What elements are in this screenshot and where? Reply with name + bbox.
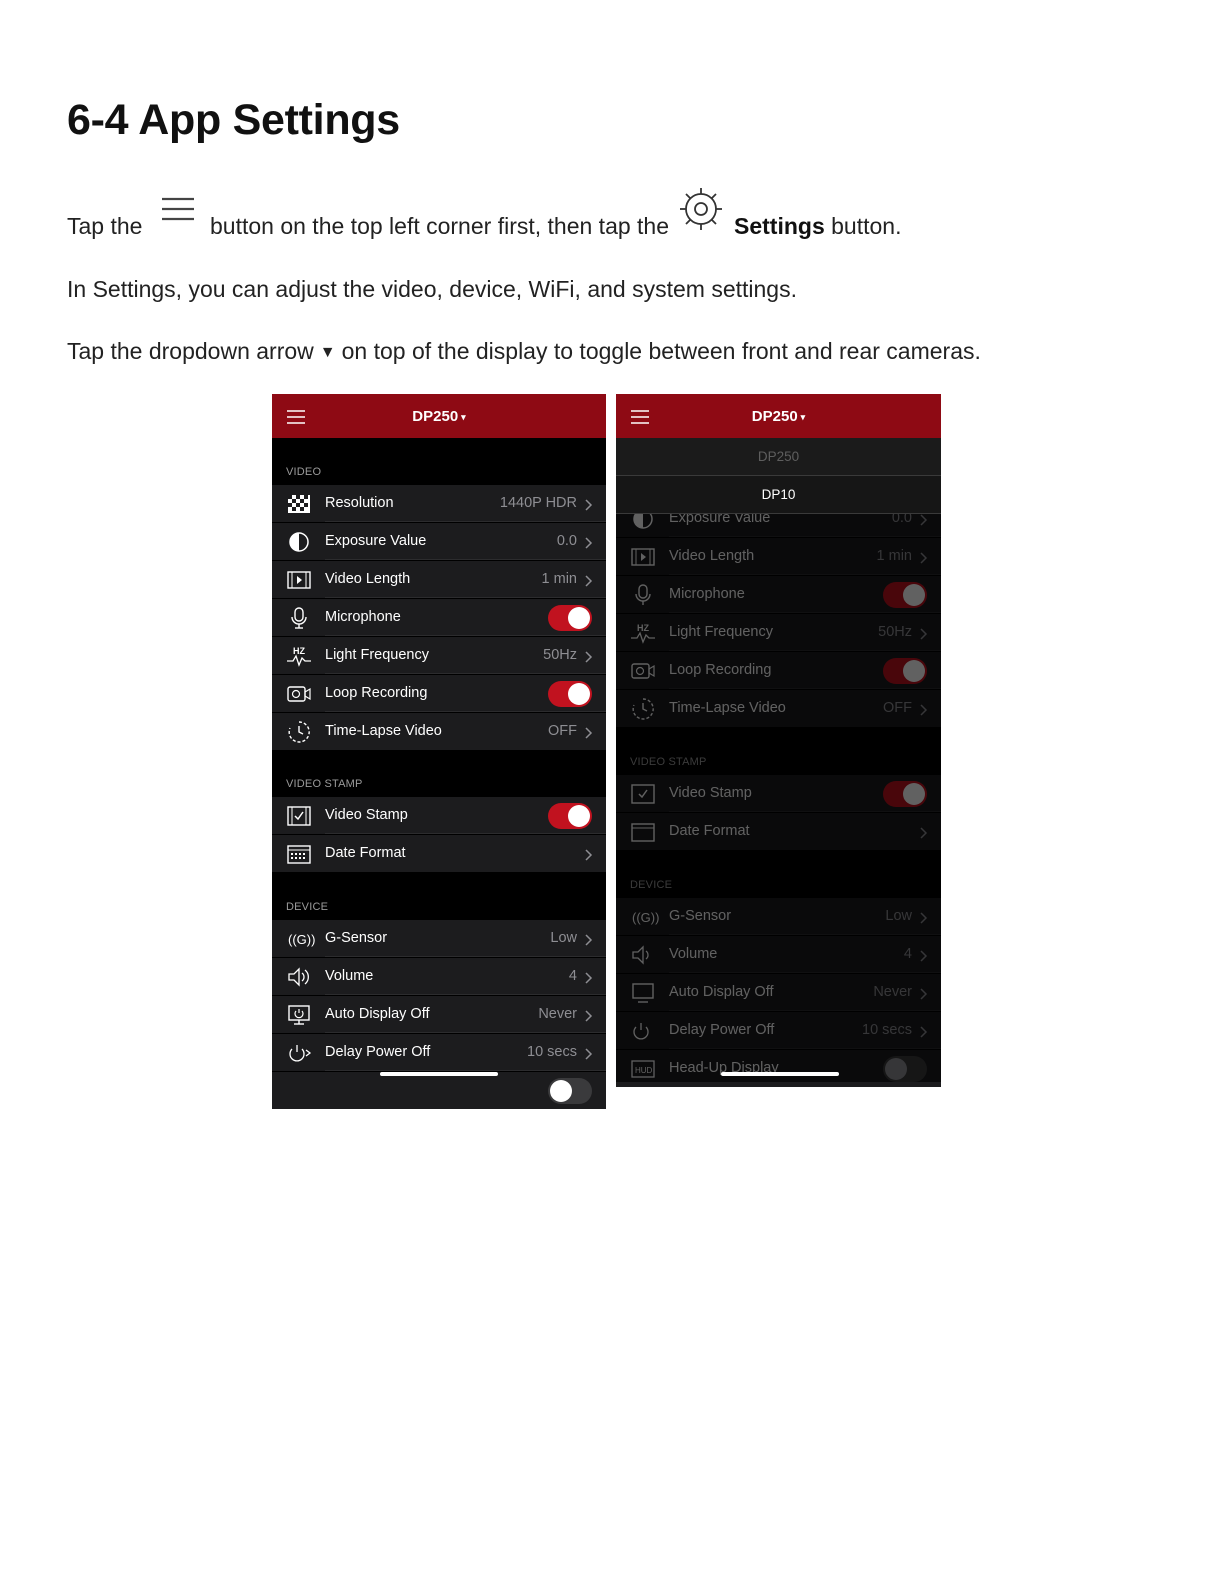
setting-value: 0.0: [556, 533, 577, 549]
settings-screen-dropdown-open: [616, 394, 941, 1082]
section-header-video-stamp: VIDEO STAMP: [286, 778, 363, 790]
loop-recording-toggle[interactable]: [548, 681, 592, 707]
chevron-right-icon: [585, 726, 593, 744]
setting-label: Delay Power Off: [325, 1044, 431, 1060]
caret-down-icon: ▾: [800, 412, 806, 422]
settings-label: Settings: [734, 213, 825, 239]
volume-icon: [286, 965, 312, 989]
setting-row-resolution[interactable]: [272, 485, 606, 522]
setting-row-video-stamp: [272, 797, 606, 834]
camera-selector[interactable]: [272, 408, 606, 425]
loop-recording-icon: [286, 682, 312, 706]
setting-row-light-frequency[interactable]: [272, 637, 606, 674]
setting-value: Never: [538, 1006, 577, 1022]
setting-label: Exposure Value: [325, 533, 427, 549]
setting-row-volume[interactable]: [272, 958, 606, 995]
setting-label: Date Format: [325, 845, 406, 861]
dropdown-option-label: DP250: [757, 449, 800, 464]
exposure-icon: [286, 530, 312, 554]
light-frequency-icon: [286, 644, 312, 668]
svg-text:((G)): ((G)): [288, 932, 316, 947]
setting-row-date-format[interactable]: [272, 835, 606, 872]
time-lapse-icon: [286, 720, 312, 744]
setting-row-time-lapse[interactable]: [272, 713, 606, 750]
dim-overlay[interactable]: [616, 438, 941, 1082]
settings-screen-front: [272, 394, 606, 1082]
video-length-icon: [286, 568, 312, 592]
setting-row-delay-power-off[interactable]: [272, 1034, 606, 1071]
microphone-icon: [286, 606, 312, 630]
video-stamp-icon: [286, 804, 312, 828]
setting-label: Video Length: [325, 571, 411, 587]
settings-gear-icon: [678, 186, 724, 238]
setting-label: Time-Lapse Video: [325, 723, 442, 739]
instruction-text-b: on top of the display to toggle between front and rear cameras.: [341, 338, 981, 364]
video-stamp-toggle[interactable]: [548, 803, 592, 829]
setting-label: Auto Display Off: [325, 1006, 430, 1022]
setting-value: 4: [568, 968, 577, 984]
dropdown-arrow-icon: ▼: [319, 344, 336, 361]
setting-label: Loop Recording: [325, 685, 428, 701]
menu-icon: [160, 196, 196, 230]
setting-label: Light Frequency: [325, 647, 429, 663]
setting-label: Microphone: [325, 609, 401, 625]
setting-value: 10 secs: [527, 1044, 577, 1060]
setting-row-g-sensor[interactable]: [272, 920, 606, 957]
auto-display-off-icon: [286, 1003, 312, 1027]
setting-label: Video Stamp: [325, 807, 408, 823]
instruction-text-c: button.: [831, 213, 902, 239]
chevron-right-icon: [585, 933, 593, 951]
chevron-right-icon: [585, 848, 593, 866]
setting-value: 50Hz: [543, 647, 577, 663]
chevron-right-icon: [585, 1047, 593, 1065]
app-header: [272, 394, 606, 438]
camera-name: DP250: [412, 408, 459, 425]
setting-row-video-length[interactable]: [272, 561, 606, 598]
chevron-right-icon: [585, 1009, 593, 1027]
setting-label: Volume: [325, 968, 374, 984]
home-indicator[interactable]: [721, 1072, 839, 1076]
setting-row-loop-recording: [272, 675, 606, 712]
camera-name: DP250: [751, 408, 798, 425]
home-indicator[interactable]: [380, 1072, 498, 1076]
setting-row-microphone: [272, 599, 606, 636]
chevron-right-icon: [585, 650, 593, 668]
instruction-text-a: Tap the dropdown arrow: [67, 338, 314, 364]
camera-selector[interactable]: [616, 408, 941, 425]
caret-down-icon: ▾: [461, 412, 466, 422]
delay-power-off-icon: [286, 1041, 312, 1065]
chevron-right-icon: [585, 971, 593, 989]
date-format-icon: [286, 842, 312, 866]
partial-toggle[interactable]: [548, 1078, 592, 1104]
setting-value: 1 min: [541, 571, 577, 587]
resolution-icon: [286, 492, 312, 516]
setting-value: OFF: [548, 723, 577, 739]
svg-text:HZ: HZ: [293, 646, 305, 656]
chevron-right-icon: [585, 536, 593, 554]
app-header: [616, 394, 941, 438]
setting-row-auto-display-off[interactable]: [272, 996, 606, 1033]
chevron-right-icon: [585, 498, 593, 516]
setting-row-partial: [272, 1072, 606, 1109]
instruction-paragraph-2: In Settings, you can adjust the video, device, WiFi, and system settings.: [67, 276, 797, 302]
setting-label: Resolution: [325, 495, 394, 511]
instruction-text-b: button on the top left corner first, then tap the: [210, 213, 670, 239]
microphone-toggle[interactable]: [548, 605, 592, 631]
setting-value: 1440P HDR: [499, 495, 577, 511]
setting-row-exposure[interactable]: [272, 523, 606, 560]
setting-label: G-Sensor: [325, 930, 388, 946]
page-title: 6-4 App Settings: [67, 96, 400, 144]
setting-value: Low: [550, 930, 577, 946]
instruction-text-a: Tap the: [67, 213, 143, 239]
dropdown-option-label: DP10: [761, 487, 796, 502]
instruction-paragraph-3: [67, 338, 981, 365]
dropdown-option-dp10[interactable]: [616, 476, 941, 514]
section-header-video: VIDEO: [286, 466, 322, 478]
section-header-device: DEVICE: [286, 901, 329, 913]
g-sensor-icon: [286, 927, 316, 951]
chevron-right-icon: [585, 574, 593, 592]
dropdown-option-dp250[interactable]: [616, 438, 941, 476]
